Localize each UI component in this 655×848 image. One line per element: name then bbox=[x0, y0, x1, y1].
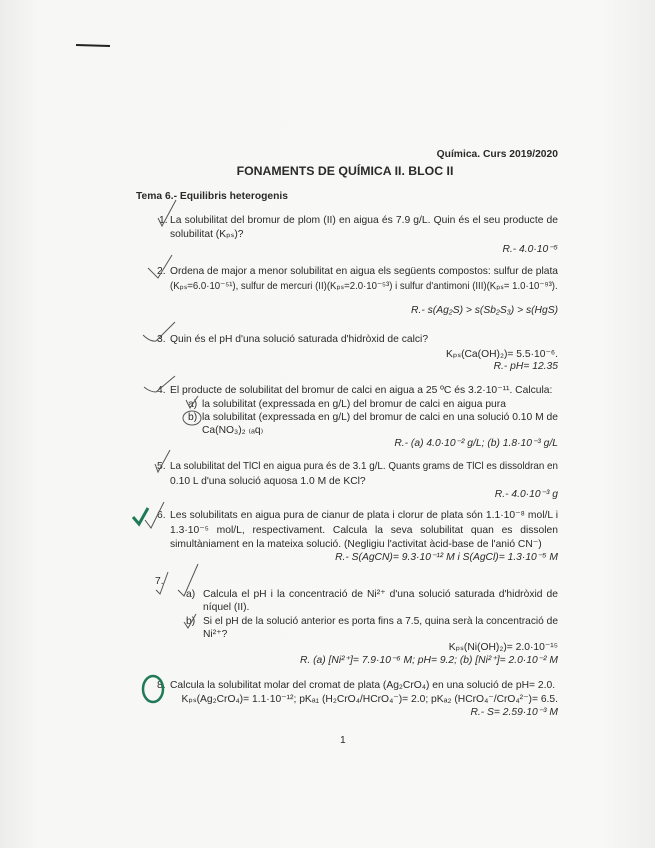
page-number: 1 bbox=[340, 735, 346, 746]
part-text: la solubilitat (expressada en g/L) del bromur de calci en aigua pura bbox=[202, 399, 506, 410]
answer: R.- pH= 12.35 bbox=[493, 361, 558, 372]
problem-text: La solubilitat del TlCl en aigua pura és de 3.1 g/L. Quants grams de TlCl es dissoldran en bbox=[170, 461, 558, 472]
topic-heading: Tema 6.- Equilibris heterogenis bbox=[136, 191, 289, 202]
course-label: Química. Curs 2019/2020 bbox=[436, 149, 558, 160]
problem-number: 7. bbox=[155, 576, 164, 587]
problem-number: 2. bbox=[157, 266, 166, 277]
problem-text: Quin és el pH d'una solució saturada d'hidròxid de calci? bbox=[170, 334, 429, 345]
constant-data: Kₚₛ(Ca(OH)₂)= 5.5·10⁻⁶. bbox=[445, 349, 558, 360]
problem-text: 1.3·10⁻⁵ mol/L, respectivament. Calcula la seva solubilitat quan es dissolen bbox=[170, 525, 558, 536]
part-text: Si el pH de la solució anterior es porta fins a 7.5, quina serà la concentració de bbox=[203, 616, 558, 627]
part-text: Ca(NO₃)₂ ₍ₐq₎ bbox=[202, 425, 264, 436]
problem-number: 5. bbox=[157, 461, 166, 472]
answer: R.- s(Ag₂S) > s(Sb₂S₃) > s(HgS) bbox=[411, 305, 558, 316]
problem-text: solubilitat (Kₚₛ)? bbox=[170, 229, 244, 240]
part-text: níquel (II). bbox=[203, 602, 250, 613]
problem-number: 3. bbox=[157, 334, 166, 345]
part-label: a) bbox=[186, 589, 196, 600]
problem-text: simultàniament en la mateixa solució. (Negligiu l'activitat àcid-base de l'anió CN⁻) bbox=[170, 539, 542, 550]
part-text: Ni²⁺? bbox=[203, 629, 228, 640]
answer: R.- 4.0·10⁻⁵ bbox=[502, 244, 558, 255]
part-label: a) bbox=[188, 399, 198, 410]
answer: R.- (a) 4.0·10⁻² g/L; (b) 1.8·10⁻³ g/L bbox=[394, 438, 558, 449]
constant-data: Kₚₛ(Ag₂CrO₄)= 1.1·10⁻¹²; pKₐ₁ (H₂CrO₄/HCrO₄⁻)= 2.0; pKₐ₂ (HCrO₄⁻/CrO₄²⁻)= 6.5. bbox=[181, 694, 558, 705]
part-text: Calcula el pH i la concentració de Ni²⁺ d'una solució saturada d'hidròxid de bbox=[203, 589, 558, 600]
answer: R.- 4.0·10⁻³ g bbox=[494, 489, 558, 500]
part-label: b) bbox=[186, 616, 196, 627]
part-label: b) bbox=[188, 412, 198, 423]
answer: R.- S= 2.59·10⁻³ M bbox=[470, 707, 558, 718]
problem-text: Calcula la solubilitat molar del cromat de plata (Ag₂CrO₄) en una solució de pH= 2.0. bbox=[170, 680, 556, 691]
problem-number: 8. bbox=[157, 680, 166, 691]
part-text: la solubilitat (expressada en g/L) del bromur de calci en una solució 0.10 M de bbox=[202, 412, 558, 423]
pen-dash-mark bbox=[76, 45, 110, 46]
answer: R.- S(AgCN)= 9.3·10⁻¹² M i S(AgCl)= 1.3·10⁻⁵ M bbox=[335, 552, 558, 563]
problem-text: Les solubilitats en aigua pura de cianur de plata i clorur de plata són 1.1·10⁻⁸ mol/L i bbox=[170, 510, 558, 521]
problem-text: 0.10 L d'una solució aquosa 1.0 M de KCl? bbox=[170, 476, 366, 487]
problem-number: 1. bbox=[159, 215, 168, 226]
answer: R. (a) [Ni²⁺]= 7.9·10⁻⁶ M; pH= 9.2; (b) [Ni²⁺]= 2.0·10⁻² M bbox=[299, 655, 558, 666]
problem-text: Ordena de major a menor solubilitat en aigua els següents compostos: sulfur de plata bbox=[170, 266, 558, 277]
problem-number: 4. bbox=[157, 385, 166, 396]
constant-data: Kₚₛ(Ni(OH)₂)= 2.0·10⁻¹⁵ bbox=[448, 642, 558, 653]
problem-number: 6. bbox=[157, 510, 166, 521]
problem-text: La solubilitat del bromur de plom (II) en aigua és 7.9 g/L. Quin és el seu producte de bbox=[170, 215, 558, 226]
checkmark-icon bbox=[133, 508, 148, 524]
page-title: FONAMENTS DE QUÍMICA II. BLOC II bbox=[236, 164, 454, 178]
problem-text: (Kₚₛ=6.0·10⁻⁵¹), sulfur de mercuri (II)(Kₚₛ=2.0·10⁻⁵³) i sulfur d'antimoni (III)(Kₚₛ= 1.0·10⁻⁹³). bbox=[170, 281, 558, 292]
problem-text: El producte de solubilitat del bromur de calci en aigua a 25 ºC és 3.2·10⁻¹¹. Calcula: bbox=[170, 385, 553, 396]
